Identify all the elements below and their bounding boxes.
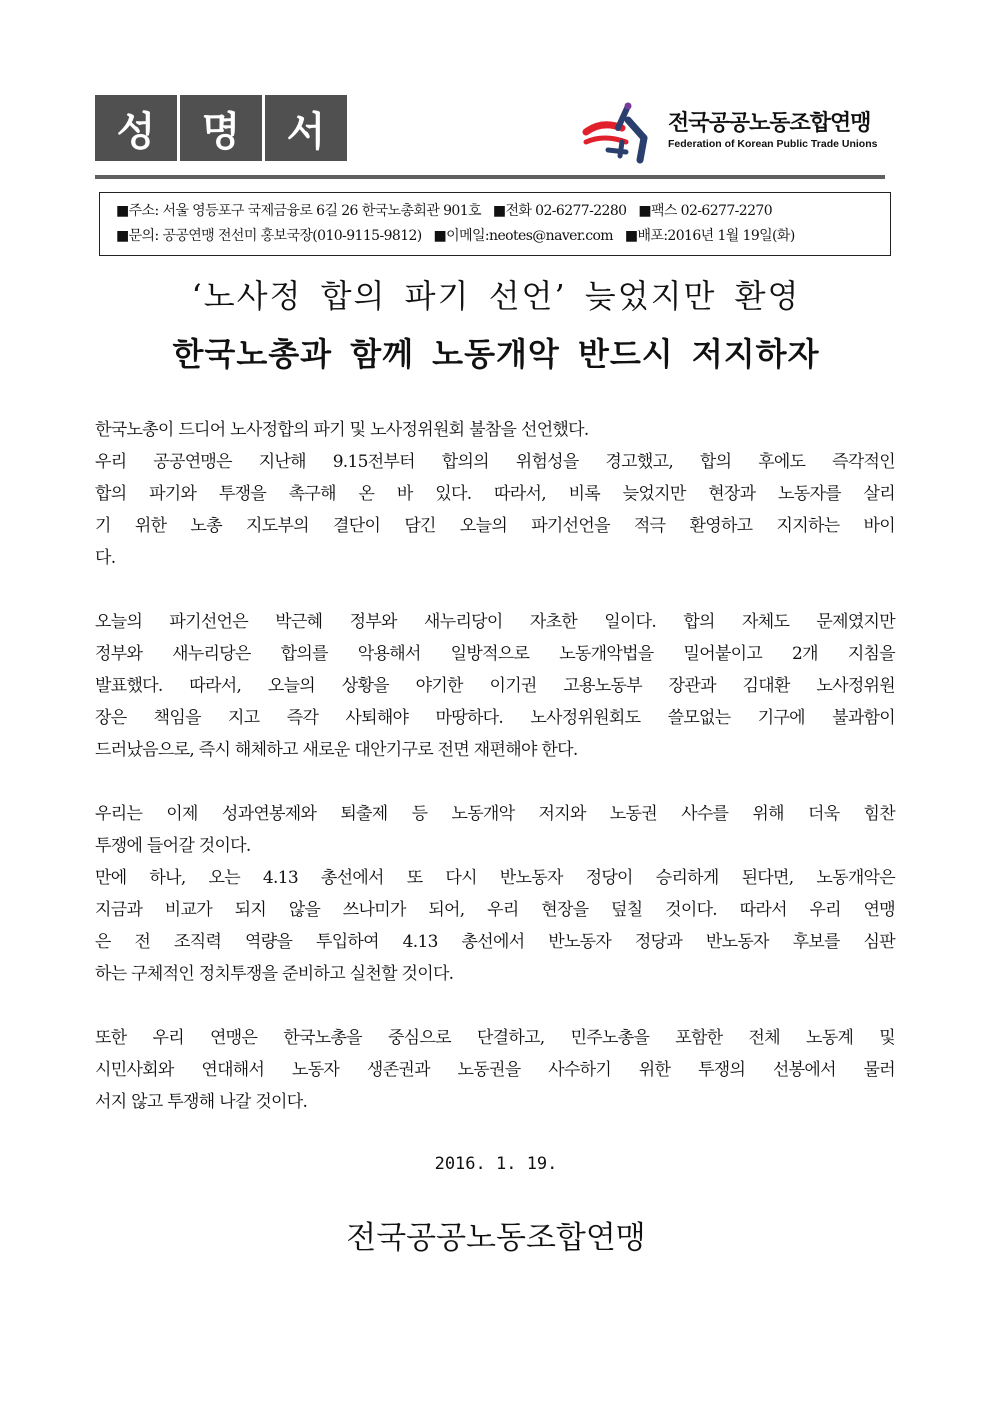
logo-text	[668, 111, 877, 151]
paragraph	[95, 1022, 895, 1118]
federation-emblem-icon	[582, 98, 664, 164]
paragraph-line: 다.	[95, 548, 116, 568]
title-char-box: 성	[95, 95, 177, 161]
email-text: ■이메일:neotes@naver.com	[433, 228, 613, 244]
paragraph	[95, 606, 895, 766]
paragraph-line: 또한 우리 연맹은 한국노총을 중심으로 단결하고, 민주노총을 포함한 전체 노동계 및	[95, 1028, 895, 1048]
contact-line	[116, 224, 890, 249]
inquiry-text: ■문의: 공공연맹 전선미 홍보국장(010-9115-9812)	[116, 228, 422, 244]
document-title	[95, 95, 347, 161]
headline-primary: ‘노사정 합의 파기 선언’ 늦었지만 환영	[191, 277, 801, 315]
paragraph-line: 한국노총이 드디어 노사정합의 파기 및 노사정위원회 불참을 선언했다.	[95, 420, 589, 440]
address-text: ■주소: 서울 영등포구 국제금융로 6길 26 한국노총회관 901호	[116, 203, 481, 219]
paragraph-line: 하는 구체적인 정치투쟁을 준비하고 실천할 것이다.	[95, 964, 454, 984]
paragraph-line: 기 위한 노총 지도부의 결단이 담긴 오늘의 파기선언을 적극 환영하고 지지하는 바이	[95, 516, 895, 536]
paragraph-line: 합의 파기와 투쟁을 촉구해 온 바 있다. 따라서, 비록 늦었지만 현장과 노동자를 살리	[95, 484, 895, 504]
statement-date: 2016. 1. 19.	[434, 1154, 558, 1174]
paragraph-line: 지금과 비교가 되지 않을 쓰나미가 되어, 우리 현장을 덮칠 것이다. 따라서 우리 연맹	[95, 900, 895, 920]
header-divider	[95, 175, 885, 179]
phone-text: ■전화 02-6277-2280	[492, 203, 627, 219]
paragraph	[95, 798, 895, 990]
title-char-box: 명	[180, 95, 262, 161]
issuer-signature: 전국공공노동조합연맹	[346, 1220, 646, 1256]
paragraph-line: 장은 책임을 지고 즉각 사퇴해야 마땅하다. 노사정위원회도 쓸모없는 기구에 불과함이	[95, 708, 895, 728]
logo-korean-name: 전국공공노동조합연맹	[668, 111, 871, 136]
contact-info-box	[99, 192, 891, 256]
contact-line	[116, 199, 890, 224]
paragraph-line: 투쟁에 들어갈 것이다.	[95, 836, 251, 856]
paragraph-line: 은 전 조직력 역량을 투입하여 4.13 총선에서 반노동자 정당과 반노동자 후보를 심판	[95, 932, 895, 952]
paragraph-line: 우리 공공연맹은 지난해 9.15전부터 합의의 위험성을 경고했고, 합의 후에도 즉각적인	[95, 452, 895, 472]
headline-secondary: 한국노총과 함께 노동개악 반드시 저지하자	[172, 335, 820, 373]
paragraph-line: 드러났음으로, 즉시 해체하고 새로운 대안기구로 전면 재편해야 한다.	[95, 740, 578, 760]
paragraph-line: 발표했다. 따라서, 오늘의 상황을 야기한 이기권 고용노동부 장관과 김대환 노사정위원	[95, 676, 895, 696]
release-date-text: ■배포:2016년 1월 19일(화)	[624, 228, 795, 244]
paragraph	[95, 414, 895, 574]
paragraph-line: 우리는 이제 성과연봉제와 퇴출제 등 노동개악 저지와 노동권 사수를 위해 더욱 힘찬	[95, 804, 895, 824]
federation-logo	[582, 98, 892, 164]
paragraph-line: 서지 않고 투쟁해 나갈 것이다.	[95, 1092, 308, 1112]
paragraph-line: 오늘의 파기선언은 박근혜 정부와 새누리당이 자초한 일이다. 합의 자체도 문제였지만	[95, 612, 895, 632]
logo-english-name: Federation of Korean Public Trade Unions	[668, 138, 878, 150]
title-char-box: 서	[265, 95, 347, 161]
paragraph-line: 만에 하나, 오는 4.13 총선에서 또 다시 반노동자 정당이 승리하게 된다면, 노동개악은	[95, 868, 895, 888]
statement-body	[95, 414, 895, 1150]
paragraph-line: 정부와 새누리당은 합의를 악용해서 일방적으로 노동개악법을 밀어붙이고 2개 지침을	[95, 644, 895, 664]
fax-text: ■팩스 02-6277-2270	[638, 203, 773, 219]
paragraph-line: 시민사회와 연대해서 노동자 생존권과 노동권을 사수하기 위한 투쟁의 선봉에서 물러	[95, 1060, 895, 1080]
